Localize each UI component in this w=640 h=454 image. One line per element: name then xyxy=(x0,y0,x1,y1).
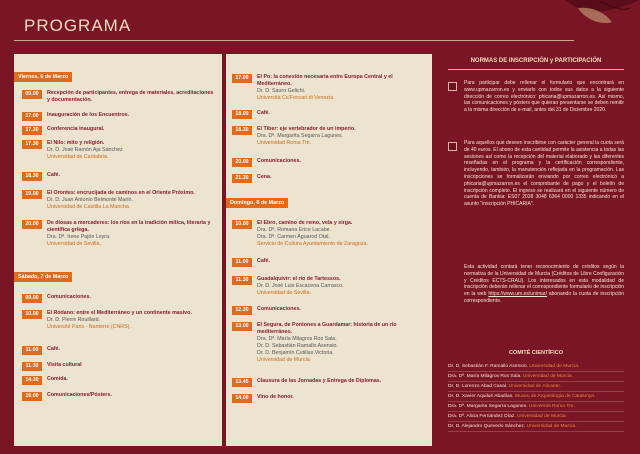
schedule-item xyxy=(22,220,217,248)
committee-member xyxy=(448,382,624,392)
schedule-title: Café. xyxy=(47,172,60,178)
schedule-time: 14.00 xyxy=(232,394,252,403)
day-header-friday: Viernes, 6 de Marzo xyxy=(14,72,72,82)
schedule-item xyxy=(22,90,217,104)
schedule-speaker: Dr. D. Sauro Gelichi. xyxy=(257,88,306,94)
schedule-time: 17.00 xyxy=(232,74,252,83)
schedule-institution: Universidad de Sevilla. xyxy=(47,241,101,247)
schedule-institution: Université Paris - Nanterre (CNRS). xyxy=(47,324,131,330)
schedule-title: Comunicaciones. xyxy=(257,158,301,164)
credits-text: Esta actividad contará tener reconocimiento de créditos según la normativa de la Universidad de Murcia (Créditos de Libre Configuración y Créditos ECTS-CRAU). Los interesados en esta modalidad de inscripción deberán rellenar el correspondiente formulario de inscripción en la web xyxy=(464,264,624,298)
schedule-title: Inauguración de los Encuentros. xyxy=(47,112,130,118)
schedule-item xyxy=(232,394,427,403)
schedule-institution: Servicio de Cultura Ayuntamiento de Zaragoza. xyxy=(257,241,368,247)
registration-paragraph-2: Para aquellos que deseen inscribirse con carácter general la cuota será de 40 euros. El abono de esta cantidad permite la asistencia a todas las sesiones así como la recepción del material elaborado y las diferentes reseñadas en el programa y la certificación correspondiente, incluyendo, también, la manutención reflejada en la programación. Las inscripciones se formalizarán enviando por correo electrónico a phicaria@upmazarron.es el comprobante de pago y el boletín de inscripción completo. El ingreso se realizará en el siguiente número de cuenta de Bankia: ES07 2038 3048 6364 0000 1335 indicando en el asunto "inscripción PHICARIA". xyxy=(464,140,624,208)
schedule-time: 09.00 xyxy=(22,90,42,99)
schedule-institution: Università Ca'Foscari di Venezia. xyxy=(257,95,335,101)
schedule-time: 10.00 xyxy=(22,310,42,319)
committee-title: COMITÉ CIENTÍFICO xyxy=(508,350,564,356)
day-header-saturday: Sábado, 7 de Marzo xyxy=(14,272,72,282)
schedule-item xyxy=(22,112,217,121)
member-institution: Universidad de Murcia. xyxy=(522,374,573,379)
program-panel-left xyxy=(14,54,222,446)
schedule-institution: Universidad Roma Tre. xyxy=(257,140,312,146)
member-institution: Universidad de Murcia. xyxy=(516,414,567,419)
schedule-item xyxy=(232,158,427,167)
schedule-title: Guadalquivir: el río de Tartessos. xyxy=(257,276,341,282)
schedule-time: 17.30 xyxy=(22,140,42,149)
committee-member xyxy=(448,392,624,402)
committee-member xyxy=(448,362,624,372)
schedule-item xyxy=(232,74,427,102)
schedule-time: 19.00 xyxy=(22,190,42,199)
schedule-time: 20.00 xyxy=(232,158,252,167)
registration-divider xyxy=(448,69,624,70)
schedule-time: 11.00 xyxy=(232,258,252,267)
schedule-title: Vino de honor. xyxy=(257,394,294,400)
schedule-item xyxy=(232,174,427,183)
schedule-time: 11.30 xyxy=(232,276,252,285)
schedule-title: Visita cultural xyxy=(47,362,82,368)
schedule-title: Café. xyxy=(257,258,270,264)
schedule-title: Conferencia inaugural. xyxy=(47,126,105,132)
schedule-item xyxy=(232,306,427,315)
member-name: Dr. D. Lorenzo Abad Casal. xyxy=(448,384,508,389)
schedule-title: El Segura, de Pontones a Guardamar: historia de un río mediterráneo. xyxy=(257,322,397,335)
schedule-item xyxy=(232,126,427,147)
schedule-title: Café. xyxy=(47,346,60,352)
member-name: Dr. D. Sebastián F. Ramallo Asensio. xyxy=(448,364,528,369)
schedule-item xyxy=(22,294,217,303)
schedule-title: El Po: la conexión necesaria entre Europa Central y el Mediterráneo. xyxy=(257,74,393,87)
title-divider xyxy=(14,40,574,41)
schedule-item xyxy=(232,258,427,267)
committee-member xyxy=(448,412,624,422)
schedule-institution: Universidad de Murcia. xyxy=(257,357,312,363)
member-name: Dra. Dª. María Milagros Ros Sala. xyxy=(448,374,522,379)
day-header-sunday: Domingo, 8 de Marzo xyxy=(226,198,288,208)
unimar-link[interactable]: https://www.um.es/unimar/ xyxy=(488,291,547,298)
schedule-time: 17.00 xyxy=(22,112,42,121)
committee-list xyxy=(448,362,624,432)
schedule-title: Recepción de participantes, entrega de materiales, acreditaciones y documentación. xyxy=(47,90,214,103)
schedule-title: El Tíber: eje vertebrador de un imperio. xyxy=(257,126,356,132)
program-panel-middle xyxy=(226,54,432,446)
member-institution: Museu de Arqueología de Catalunya. xyxy=(514,394,596,399)
schedule-time: 18.30 xyxy=(22,172,42,181)
schedule-title: Cena. xyxy=(257,174,272,180)
schedule-item xyxy=(232,110,427,119)
schedule-time: 16.00 xyxy=(22,392,42,401)
member-name: Dr. D. Alejandro Quevedo Sánchez. xyxy=(448,424,526,429)
schedule-item xyxy=(232,220,427,248)
schedule-speaker: Dr. D. Pierre Rouillard. xyxy=(47,317,100,323)
schedule-time: 18.30 xyxy=(232,126,252,135)
schedule-item xyxy=(232,378,427,387)
schedule-time: 17.30 xyxy=(22,126,42,135)
registration-title: NORMAS DE INSCRIPCIÓN y PARTICIPACIÓN xyxy=(470,58,602,64)
schedule-speaker: Dra. Dª. Margarita Segarra Lagunes. xyxy=(257,133,344,139)
schedule-title: Comunicaciones. xyxy=(257,306,301,312)
schedule-title: Comunicaciones/Pósters. xyxy=(47,392,112,398)
schedule-title: Café. xyxy=(257,110,270,116)
committee-member xyxy=(448,402,624,412)
schedule-time: 14.30 xyxy=(22,376,42,385)
schedule-speaker: Dr. D. Juan Antonio Belmonte Marín. xyxy=(47,197,133,203)
registration-section xyxy=(448,54,624,446)
schedule-time: 10.00 xyxy=(232,220,252,229)
schedule-time: 09.00 xyxy=(22,294,42,303)
credits-text-end: abonando la cuota de inscripción correspondiente. xyxy=(464,291,625,304)
member-name: Dra. Dª. Alicia Fernández Díaz. xyxy=(448,414,516,419)
leaf-decoration-icon xyxy=(560,0,640,54)
schedule-title: El Ebro, camino de remo, vela y sirga. xyxy=(257,220,353,226)
registration-paragraph-3 xyxy=(464,264,624,305)
schedule-title: El Orontes: encrucijada de caminos en el Oriente Próximo. xyxy=(47,190,195,196)
schedule-item xyxy=(232,276,427,297)
page-title: PROGRAMA xyxy=(24,16,132,35)
schedule-title: El Nilo: mito y religión. xyxy=(47,140,105,146)
schedule-title: El Ródano: entre el Mediterráneo y un continente masivo. xyxy=(47,310,192,316)
member-institution: Università Roma Tre. xyxy=(528,404,575,409)
schedule-speaker: Dr. D. José Luis Escacena Carrasco. xyxy=(257,283,344,289)
schedule-time: 21.30 xyxy=(232,174,252,183)
schedule-item xyxy=(22,362,217,371)
member-name: Dra. Dª. Margarita Segarra Lagunes. xyxy=(448,404,528,409)
schedule-institution: Universidad de Cantabria. xyxy=(47,154,109,160)
schedule-title: De diosas a mercaderes: los ríos en la tradición mítica, literaria y científica griega. xyxy=(47,220,211,233)
schedule-item xyxy=(22,140,217,161)
schedule-item xyxy=(232,322,427,364)
member-institution: Universidad de Murcia. xyxy=(529,364,580,369)
schedule-item xyxy=(22,172,217,181)
schedule-speaker: Dra. Dª. María Milagros Ros Sala. Dr. D. Sebastián Ramallo Asensio. Dr. D. Benjamín Cutillas Victoria. xyxy=(257,336,338,356)
schedule-time: 13.45 xyxy=(232,378,252,387)
schedule-item xyxy=(22,310,217,331)
schedule-item xyxy=(22,126,217,135)
member-institution: Universidad de Murcia. xyxy=(526,424,577,429)
registration-paragraph-1: Para participar debe rellenar el formulario que encontrará en www.upmazarron.es y enviarlo con todos sus datos a la siguiente dirección de correo electrónico: phicaria@upmazarron.es. Así mismo, las comunicaciones y pósters que quieran presentarse se deben remitir a la misma dirección de e-mail, antes del 31 de Diciembre 2020. xyxy=(464,80,624,114)
schedule-institution: Universidad de Sevilla. xyxy=(257,290,311,296)
schedule-item xyxy=(22,190,217,211)
schedule-time: 20.00 xyxy=(22,220,42,229)
schedule-title: Comunicaciones. xyxy=(47,294,91,300)
committee-member xyxy=(448,372,624,382)
schedule-title: Clausura de las Jornadas y Entrega de Diplomas. xyxy=(257,378,382,384)
bullet-square-icon xyxy=(448,142,457,151)
schedule-time: 13.00 xyxy=(232,322,252,331)
schedule-time: 11.00 xyxy=(22,346,42,355)
schedule-time: 18.00 xyxy=(232,110,252,119)
member-institution: Universidad de Alicante. xyxy=(508,384,562,389)
schedule-speaker: Dra. Dª. Irene Pajón Leyra. xyxy=(47,234,111,240)
schedule-speaker: Dr. D. José Ramón Aja Sánchez xyxy=(47,147,123,153)
schedule-time: 12.30 xyxy=(232,306,252,315)
bullet-square-icon xyxy=(448,82,457,91)
schedule-institution: Universidad de Castilla La Mancha. xyxy=(47,204,131,210)
schedule-item xyxy=(22,346,217,355)
committee-member xyxy=(448,422,624,432)
schedule-time: 11.30 xyxy=(22,362,42,371)
schedule-speaker: Dra. Dª. Romana Erice Lacabe. Dra. Dª. Carmen Aguarod Otal. xyxy=(257,227,332,240)
schedule-title: Comida. xyxy=(47,376,68,382)
schedule-item xyxy=(22,392,217,401)
schedule-item xyxy=(22,376,217,385)
member-name: Dr. D. Xavier Aquilué Abadías. xyxy=(448,394,514,399)
